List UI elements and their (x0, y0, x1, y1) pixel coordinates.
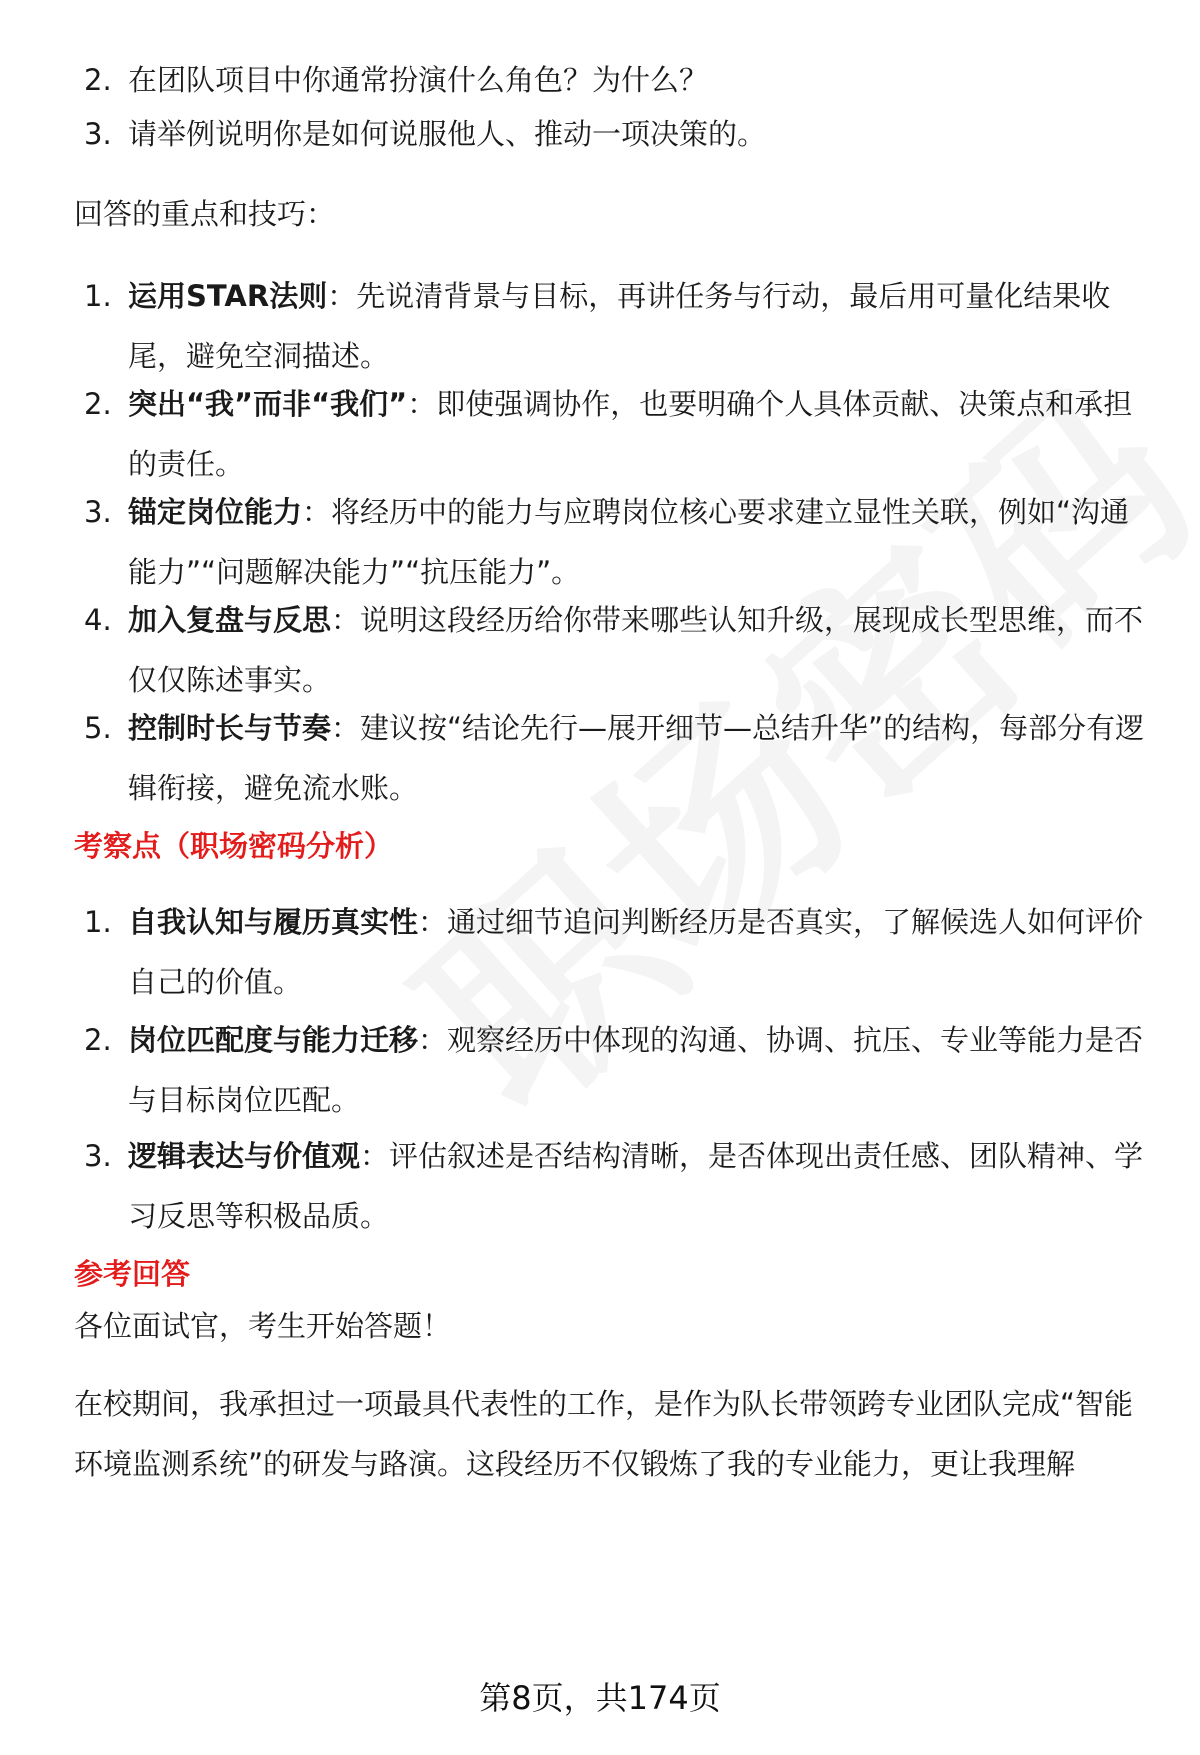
list-number: 2. (84, 1023, 112, 1057)
tip-text: ：将经历中的能力与应聘岗位核心要求建立显性关联，例如“沟通能力”“问题解决能力”“抗压能力”。 (128, 495, 1130, 589)
reference-heading: 参考回答 (74, 1257, 191, 1291)
page-number-footer: 第8页，共174页 (479, 1679, 721, 1717)
tip-title: 控制时长与节奏 (128, 711, 332, 745)
question-item (84, 50, 1148, 110)
tip-title: 突出“我”而非“我们” (128, 387, 408, 421)
list-text: 请举例说明你是如何说服他人、推动一项决策的。 (128, 117, 767, 151)
list-number: 1. (84, 279, 112, 313)
assessment-title: 岗位匹配度与能力迁移 (128, 1023, 419, 1057)
list-number: 1. (84, 905, 112, 939)
list-text: 在团队项目中你通常扮演什么角色？为什么？ (128, 63, 709, 97)
tip-item (84, 482, 1148, 602)
list-number: 2. (84, 387, 112, 421)
assessment-title: 自我认知与履历真实性 (128, 905, 419, 939)
list-number: 5. (84, 711, 112, 745)
answer-paragraph: 在校期间，我承担过一项最具代表性的工作，是作为队长带领跨专业团队完成“智能环境监测系统”的研发与路演。这段经历不仅锻炼了我的专业能力，更让我理解 (74, 1387, 1134, 1481)
tip-text: ：即使强调协作，也要明确个人具体贡献、决策点和承担的责任。 (128, 387, 1133, 481)
question-item (84, 104, 1148, 164)
assessment-text: ：观察经历中体现的沟通、协调、抗压、专业等能力是否与目标岗位匹配。 (128, 1023, 1144, 1117)
tip-text: ：先说清背景与目标，再讲任务与行动，最后用可量化结果收尾，避免空洞描述。 (128, 279, 1111, 373)
list-number: 4. (84, 603, 112, 637)
tips-intro: 回答的重点和技巧： (74, 197, 336, 231)
assessment-title: 逻辑表达与价值观 (128, 1139, 361, 1173)
tip-text: ：说明这段经历给你带来哪些认知升级，展现成长型思维，而不仅仅陈述事实。 (128, 603, 1144, 697)
tip-title: 加入复盘与反思 (128, 603, 332, 637)
assessment-text: ：评估叙述是否结构清晰，是否体现出责任感、团队精神、学习反思等积极品质。 (128, 1139, 1144, 1233)
assessment-item (84, 1010, 1148, 1130)
list-number: 3. (84, 1139, 112, 1173)
answer-greeting: 各位面试官，考生开始答题！ (74, 1309, 452, 1343)
tip-item (84, 374, 1148, 494)
tip-title: 锚定岗位能力 (128, 495, 303, 529)
list-number: 3. (84, 495, 112, 529)
tip-text: ：建议按“结论先行—展开细节—总结升华”的结构，每部分有逻辑衔接，避免流水账。 (128, 711, 1145, 805)
tip-item (84, 590, 1148, 710)
assessment-item (84, 1126, 1148, 1246)
list-number: 3. (84, 117, 112, 151)
list-number: 2. (84, 63, 112, 97)
tip-title: 运用STAR法则 (128, 279, 328, 313)
assessment-text: ：通过细节追问判断经历是否真实，了解候选人如何评价自己的价值。 (128, 905, 1144, 999)
tip-item (84, 266, 1148, 386)
assessment-heading: 考察点（职场密码分析） (74, 829, 394, 863)
tip-item (84, 698, 1148, 818)
assessment-item (84, 892, 1148, 1012)
